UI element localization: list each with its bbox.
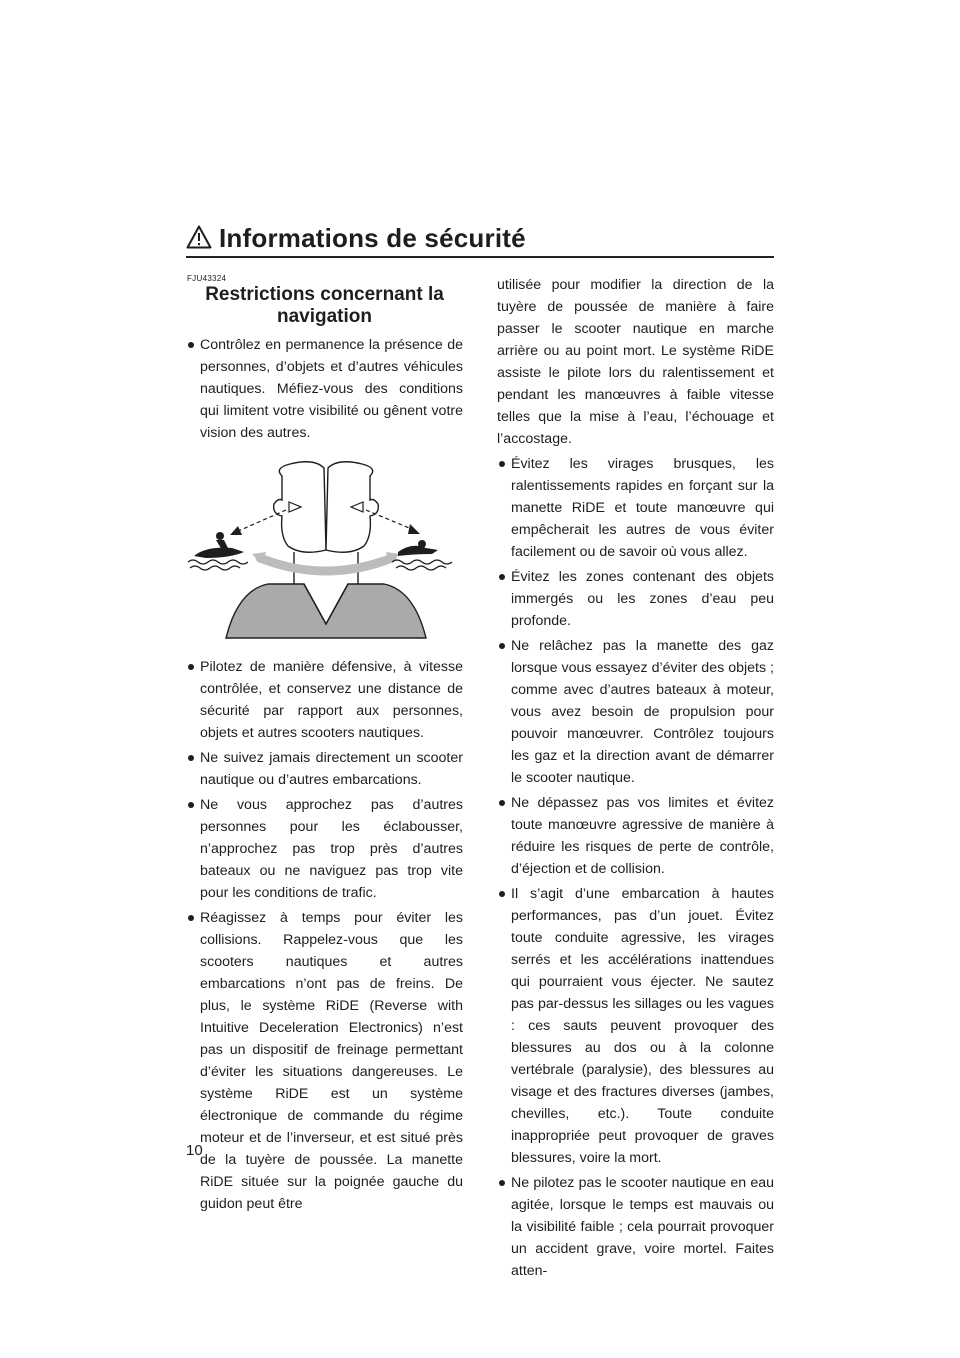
bullet-icon — [188, 915, 194, 921]
list-item: Il s’agit d’une embarcation à hautes performances, pas d’un jouet. Évitez toute conduite agressive, les virages serrés et les accélérations inattendues qui pourraient vous éjecter. Ne sautez pas par-dessus les sillages ou les vagues : ces sauts peuvent provoquer des blessures au dos ou à la colonne vertébrale (paralysie), des blessures au visage et des fractures diverses (jambes, chevilles, etc.). Toute conduite inappropriée peut provoquer de graves blessures, voire la mort. — [497, 883, 774, 1169]
list-item: Évitez les zones contenant des objets immergés ou les zones d’eau peu profonde. — [497, 566, 774, 632]
left-column — [186, 274, 463, 1218]
list-item: Évitez les virages brusques, les ralentissements rapides en forçant sur la manette RiDE et toute manœuvre qui empêcherait les autres de vous éviter facilement ou de savoir où vous allez. — [497, 453, 774, 563]
list-item: Ne suivez jamais directement un scooter nautique ou d’autres embarcations. — [186, 747, 463, 791]
list-item: Contrôlez en permanence la présence de personnes, d’objets et d’autres véhicules nautiques. Méfiez-vous des conditions qui limitent votre visibilité ou gênent votre vision des autres. — [186, 334, 463, 444]
page-title: Informations de sécurité — [219, 223, 526, 253]
left-bullet-list-2 — [186, 656, 463, 1215]
bullet-icon — [188, 342, 194, 348]
navigation-visibility-illustration — [186, 454, 463, 644]
list-item: Ne pilotez pas le scooter nautique en eau agitée, lorsque le temps est mauvais ou la visibilité faible ; cela pourrait provoquer un accident grave, voire mortel. Faites atten- — [497, 1172, 774, 1282]
bullet-icon — [499, 800, 505, 806]
bullet-icon — [499, 461, 505, 467]
bullet-icon — [499, 643, 505, 649]
page-header — [186, 222, 774, 258]
section-code: FJU43324 — [187, 274, 227, 283]
list-item: Pilotez de manière défensive, à vitesse contrôlée, et conservez une distance de sécurité par rapport aux personnes, objets et autres scooters nautiques. — [186, 656, 463, 744]
header-rule — [186, 256, 774, 258]
section-title: Restrictions concernant la navigation — [205, 284, 444, 327]
list-item: Réagissez à temps pour éviter les collisions. Rappelez-vous que les scooters nautiques et autres embarcations n’ont pas de freins. De plus, le système RiDE (Reverse with Intuitive Deceleration Electronics) n’est pas un dispositif de freinage permettant d’éviter les situations dangereuses. Le système RiDE est un système électronique de commande du régime moteur et de l’inverseur, et est situé près de la tuyère de poussée. La manette RiDE située sur la poignée gauche du guidon peut être — [186, 907, 463, 1215]
bullet-icon — [499, 891, 505, 897]
page-number: 10 — [186, 1142, 203, 1159]
list-item: Ne dépassez pas vos limites et évitez toute manœuvre agressive de manière à réduire les risques de perte de contrôle, d’éjection et de collision. — [497, 792, 774, 880]
bullet-icon — [499, 1180, 505, 1186]
bullet-icon — [188, 664, 194, 670]
list-item: Ne relâchez pas la manette des gaz lorsque vous essayez d’éviter des objets ; comme avec d’autres bateaux à moteur, vous avez besoin de propulsion pour pouvoir manœuvrer. Contrôlez toujours les gaz et la direction avant de démarrer le scooter nautique. — [497, 635, 774, 789]
bullet-icon — [499, 574, 505, 580]
list-item: Ne vous approchez pas d’autres personnes pour les éclabousser, n’approchez pas trop près d’autres bateaux ou ne naviguez pas trop vite pour les conditions de trafic. — [186, 794, 463, 904]
continuation-text: utilisée pour modifier la direction de la tuyère de poussée de manière à faire passer le scooter nautique en marche arrière ou au point mort. Le système RiDE assiste le pilote lors du ralentissement et pendant les manœuvres à faible vitesse telles que la mise à l’eau, l’échouage et l’accostage. — [497, 277, 774, 447]
right-bullet-list — [497, 453, 774, 1282]
left-bullet-list — [186, 334, 463, 444]
bullet-icon — [188, 802, 194, 808]
warning-triangle-icon — [186, 225, 212, 249]
bullet-icon — [188, 755, 194, 761]
right-column — [497, 274, 774, 1285]
